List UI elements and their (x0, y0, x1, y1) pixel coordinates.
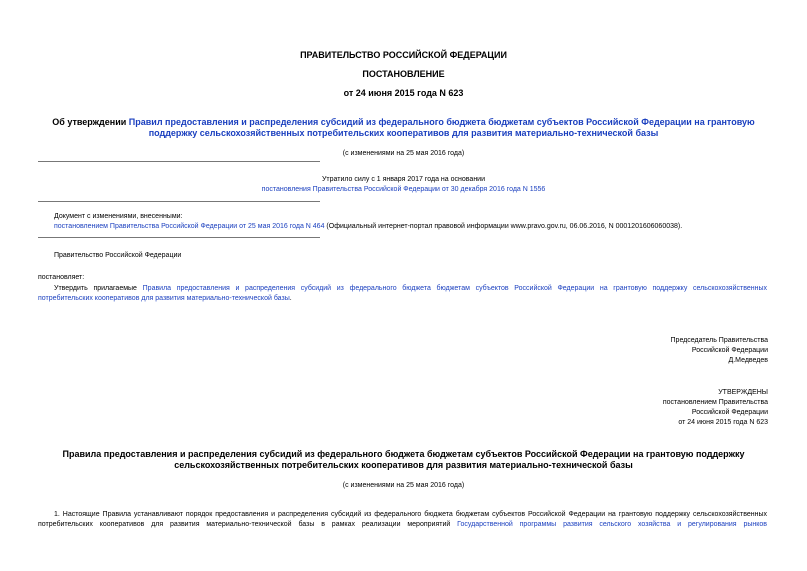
amendments-note: (с изменениями на 25 мая 2016 года) (342, 150, 465, 157)
rules-title-line2: сельскохозяйственных потребительских кооперативов для развития материально-технической базы (174, 460, 633, 470)
rules-paragraph1-line2 (38, 520, 767, 529)
paragraph1-text: потребительских кооперативов для развития материально-технической базы в рамках реализации мероприятий (38, 521, 458, 528)
changes-line (54, 222, 682, 231)
expired-notice: Утратило силу с 1 января 2017 года на основании (321, 176, 486, 183)
rules-paragraph1-line1: 1. Настоящие Правила устанавливают порядок предоставления и распределения субсидий из федерального бюджета бюджетам субъектов Российской Федерации на грантовую поддержку сельскохозяйственных (54, 511, 767, 518)
government-heading: ПРАВИТЕЛЬСТВО РОССИЙСКОЙ ФЕДЕРАЦИИ (300, 50, 507, 60)
signature-country: Российской Федерации (691, 347, 768, 354)
signature-title: Председатель Правительства (670, 337, 768, 344)
document-title (0, 117, 807, 128)
expired-basis-link[interactable]: постановления Правительства Российской Федерации от 30 декабря 2016 года N 1556 (261, 186, 546, 193)
divider (38, 237, 320, 238)
approved-date: от 24 июня 2015 года N 623 (678, 419, 768, 426)
approve-rules-link-line2[interactable]: потребительских кооперативов для развития материально-технической базы (38, 295, 290, 302)
changes-source: (Официальный интернет-портал правовой информации www.pravo.gov.ru, 06.06.2016, N 0001201606060038). (324, 223, 683, 230)
divider (38, 201, 320, 202)
approve-line1 (38, 284, 767, 293)
approve-line2 (38, 294, 292, 303)
approve-prefix: Утвердить прилагаемые (54, 285, 143, 292)
body-decides: постановляет: (38, 274, 85, 281)
changes-label: Документ с изменениями, внесенными: (54, 213, 183, 220)
approved-heading: УТВЕРЖДЕНЫ (718, 389, 768, 396)
approved-by: постановлением Правительства (662, 399, 768, 406)
divider (38, 161, 320, 162)
signature-name: Д.Медведев (728, 357, 768, 364)
document-date-number: от 24 июня 2015 года N 623 (343, 88, 464, 98)
rules-title-line1: Правила предоставления и распределения субсидий из федерального бюджета бюджетам субъектов Российской Федерации на грантовую поддержку (62, 449, 745, 459)
title-rules-link-line2[interactable]: поддержку сельскохозяйственных потребительских кооперативов для развития материально-технической базы (148, 128, 659, 138)
title-rules-link-line1[interactable]: Правил предоставления и распределения субсидий из федерального бюджета бюджетам субъектов Российской Федерации на грантовую (128, 117, 755, 127)
approve-suffix: . (289, 295, 292, 302)
changes-decree-link[interactable]: постановлением Правительства Российской Федерации от 25 мая 2016 года N 464 (54, 223, 325, 230)
title-prefix: Об утверждении (52, 117, 129, 127)
rules-amendments-note: (с изменениями на 25 мая 2016 года) (342, 482, 465, 489)
document-type: ПОСТАНОВЛЕНИЕ (362, 69, 445, 79)
state-program-link[interactable]: Государственной программы развития сельского хозяйства и регулирования рынков (457, 521, 768, 528)
body-government: Правительство Российской Федерации (54, 252, 182, 259)
approved-country: Российской Федерации (691, 409, 768, 416)
approve-rules-link-line1[interactable]: Правила предоставления и распределения субсидий из федерального бюджета бюджетам субъектов Российской Федерации на грантовую поддержку сельскохозяйственных (142, 285, 767, 292)
